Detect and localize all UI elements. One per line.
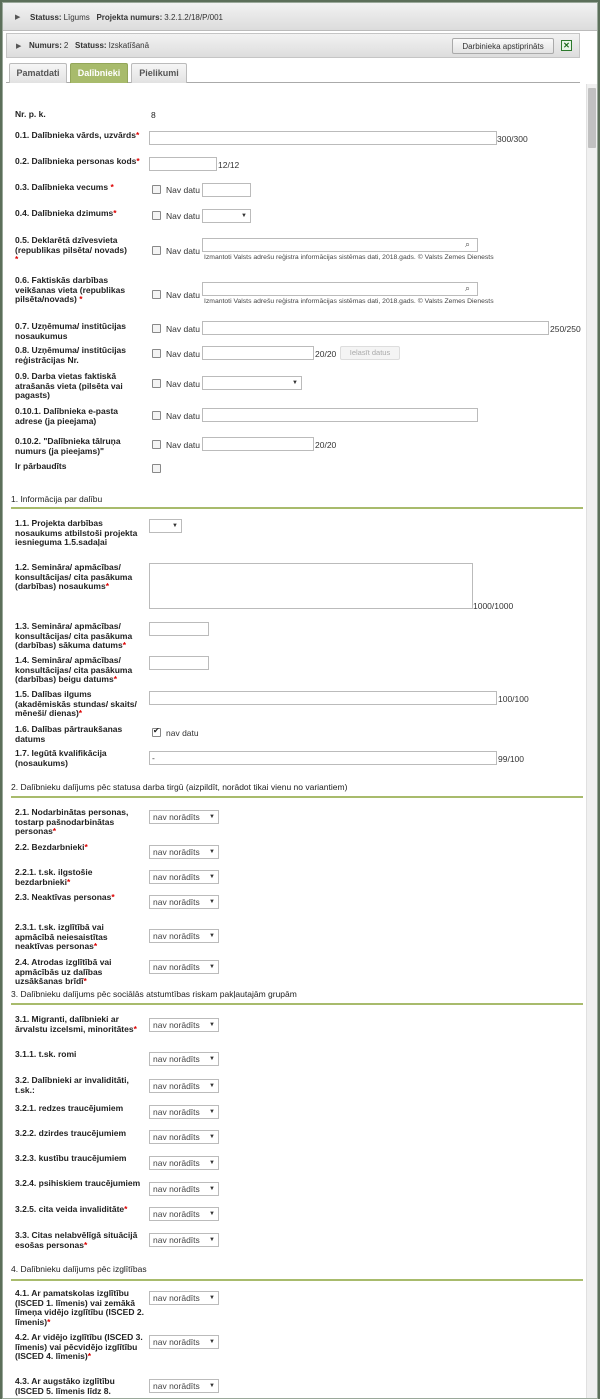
activity-place-input[interactable] <box>202 282 478 296</box>
phone-counter: 20/20 <box>315 440 337 450</box>
chevron-down-icon: ▼ <box>209 814 215 820</box>
status-row-label <box>15 1076 145 1095</box>
interruption-no-data-checkbox[interactable] <box>152 728 161 737</box>
chevron-down-icon: ▼ <box>209 1211 215 1217</box>
nr-value: 8 <box>151 110 156 120</box>
chevron-down-icon: ▼ <box>209 1295 215 1301</box>
duration-input[interactable] <box>149 691 497 705</box>
required-mark: * <box>133 1023 137 1034</box>
section-2-title: 2. Dalībnieku dalījums pēc statusa darba tirgū (aizpildīt, norādot tikai vienu no variantiem) <box>11 782 348 792</box>
status-row-label <box>15 1179 145 1189</box>
status-select[interactable] <box>149 1156 219 1170</box>
row-label-text: 3.2. Dalībnieki ar invaliditāti, t.sk.: <box>15 1075 129 1095</box>
row-label-text: 2.2. Bezdarbnieki <box>15 842 85 852</box>
participant-status: Numurs: 2 Statuss: Izskatīšanā <box>29 41 150 50</box>
checked-label: Ir pārbaudīts <box>15 461 67 471</box>
status-row-label <box>15 1231 145 1250</box>
chevron-down-icon: ▼ <box>209 899 215 905</box>
duration-counter: 100/100 <box>498 694 529 704</box>
status-select[interactable] <box>149 1379 219 1393</box>
chevron-down-icon: ▼ <box>292 380 298 386</box>
personal-code-counter: 12/12 <box>218 160 240 170</box>
seminar-name-counter: 1000/1000 <box>473 601 514 611</box>
chevron-down-icon: ▼ <box>209 964 215 970</box>
required-mark: * <box>66 876 71 887</box>
status-row-label <box>15 1289 145 1327</box>
workplace-select[interactable] <box>202 376 302 390</box>
required-mark: * <box>111 892 115 902</box>
declared-residence-label: 0.5. Deklarētā dzīvesvieta (republikas pilsēta/ novads) * <box>15 235 127 264</box>
chevron-down-icon: ▼ <box>209 1237 215 1243</box>
activity-name-label: 1.1. Projekta darbības nosaukums atbilstoši projekta iesnieguma 1.5.sadaļai <box>15 518 138 547</box>
contract-header[interactable] <box>3 3 598 31</box>
chevron-down-icon: ▼ <box>209 1109 215 1115</box>
status-row-label <box>15 1104 145 1114</box>
status-select[interactable] <box>149 1291 219 1305</box>
required-mark: * <box>93 941 98 951</box>
row-label-text: 2.3. Neaktīvas personas <box>15 892 112 902</box>
tab-bar <box>6 61 580 83</box>
section-4-title: 4. Dalībnieku dalījums pēc izglītības <box>11 1264 147 1274</box>
qualification-input[interactable]: - <box>149 751 497 765</box>
company-name-label: 0.7. Uzņēmuma/ institūcijas nosaukumus <box>15 321 127 341</box>
select-value: nav norādīts <box>153 1054 200 1064</box>
status-select[interactable] <box>149 929 219 943</box>
select-value: nav norādīts <box>153 1107 200 1117</box>
status-select[interactable] <box>149 1182 219 1196</box>
chevron-down-icon: ▼ <box>209 1186 215 1192</box>
required-mark: * <box>84 842 88 852</box>
email-no-data-checkbox[interactable] <box>152 411 161 420</box>
row-label-text: 2.2.1. t.sk. ilgstošie bezdarbnieki <box>15 867 93 887</box>
section-divider <box>11 507 583 509</box>
section-divider <box>11 796 583 798</box>
status-select[interactable] <box>149 1130 219 1144</box>
status-select[interactable] <box>149 960 219 974</box>
no-data-label: Nav datu <box>166 290 201 300</box>
search-icon[interactable]: ⌕ <box>465 239 471 249</box>
personal-code-input[interactable] <box>149 157 217 171</box>
status-row-label <box>15 1015 145 1034</box>
chevron-down-icon: ▼ <box>209 1160 215 1166</box>
tab-dalibnieki[interactable]: Dalībnieki <box>70 63 128 83</box>
required-mark: * <box>124 1204 128 1214</box>
interruption-label: 1.6. Dalības pārtraukšanas datums <box>15 724 123 744</box>
status-row-label <box>15 1129 145 1139</box>
contract-status: Statuss: Līgums Projekta numurs: 3.2.1.2/18/P/001 <box>30 13 223 22</box>
company-reg-counter: 20/20 <box>315 349 337 359</box>
select-value: nav norādīts <box>153 847 200 857</box>
checked-checkbox[interactable] <box>152 464 161 473</box>
row-label-text: 3.2.2. dzirdes traucējumiem <box>15 1128 127 1138</box>
status-select[interactable] <box>149 870 219 884</box>
no-data-label: Nav datu <box>166 211 201 221</box>
status-select[interactable] <box>149 1079 219 1093</box>
age-no-data-checkbox[interactable] <box>152 185 161 194</box>
seminar-start-input[interactable] <box>149 622 209 636</box>
section-divider <box>11 1003 583 1005</box>
seminar-end-input[interactable] <box>149 656 209 670</box>
expand-arrow-icon[interactable]: ▶ <box>15 14 21 21</box>
company-reg-input[interactable] <box>202 346 314 360</box>
company-reg-label: 0.8. Uzņēmuma/ institūcijas reģistrācijas Nr. <box>15 345 127 365</box>
address-register-note: Izmantoti Valsts adrešu reģistra informācijas sistēmas dati, 2018.gads. © Valsts Zemes Dienests <box>204 254 494 261</box>
email-input[interactable] <box>202 408 478 422</box>
load-data-button[interactable]: Ielasīt datus <box>340 346 400 360</box>
residence-no-data-checkbox[interactable] <box>152 246 161 255</box>
no-data-label: nav datu <box>166 728 199 738</box>
workplace-no-data-checkbox[interactable] <box>152 379 161 388</box>
row-label-text: 3.1.1. t.sk. romi <box>15 1049 77 1059</box>
status-select[interactable] <box>149 1207 219 1221</box>
chevron-down-icon: ▼ <box>209 933 215 939</box>
status-select[interactable] <box>149 1233 219 1247</box>
scrollbar-thumb[interactable] <box>588 88 596 148</box>
no-data-label: Nav datu <box>166 440 201 450</box>
qualification-counter: 99/100 <box>498 754 524 764</box>
status-row-label <box>15 1205 145 1215</box>
select-value: nav norādīts <box>153 1184 200 1194</box>
row-label-text: 3.2.1. redzes traucējumiem <box>15 1103 124 1113</box>
excel-icon[interactable]: ✕ <box>561 40 572 51</box>
confirm-participant-button[interactable]: Darbinieka apstiprināts <box>452 38 554 54</box>
chevron-down-icon: ▼ <box>209 874 215 880</box>
required-mark: * <box>87 1351 92 1361</box>
chevron-down-icon: ▼ <box>241 213 247 219</box>
status-select[interactable] <box>149 1335 219 1349</box>
status-select[interactable] <box>149 1018 219 1032</box>
company-name-input[interactable] <box>202 321 549 335</box>
select-value: nav norādīts <box>153 1081 200 1091</box>
gender-label: 0.4. Dalībnieka dzimums* <box>15 208 117 218</box>
name-label: 0.1. Dalībnieka vārds, uzvārds* <box>15 130 140 140</box>
company-name-no-data-checkbox[interactable] <box>152 324 161 333</box>
status-row-label <box>15 1154 145 1164</box>
select-value: nav norādīts <box>153 1209 200 1219</box>
select-value: nav norādīts <box>153 1381 200 1391</box>
personal-code-label: 0.2. Dalībnieka personas kods* <box>15 156 140 166</box>
select-value: nav norādīts <box>153 1132 200 1142</box>
phone-input[interactable] <box>202 437 314 451</box>
select-value: nav norādīts <box>153 812 200 822</box>
row-label-text: 4.2. Ar vidējo izglītību (ISCED 3. līmenis) vai pēcvidējo izglītību (ISCED 4. līmenis) <box>15 1332 143 1361</box>
chevron-down-icon: ▼ <box>209 849 215 855</box>
name-counter: 300/300 <box>497 134 528 144</box>
chevron-down-icon: ▼ <box>209 1022 215 1028</box>
select-value: nav norādīts <box>153 962 200 972</box>
status-row-label <box>15 923 145 952</box>
status-row-label <box>15 893 145 903</box>
select-value: nav norādīts <box>153 1337 200 1347</box>
row-label-text: 3.2.3. kustību traucējumiem <box>15 1153 127 1163</box>
nr-label: Nr. p. k. <box>15 109 46 119</box>
row-label-text: 3.3. Citas nelabvēlīgā situācijā esošas personas <box>15 1230 138 1250</box>
status-row-label <box>15 843 145 853</box>
duration-label: 1.5. Dalības ilgums (akadēmiskās stundas/ skaits/ mēneši/ dienas)* <box>15 689 137 718</box>
chevron-down-icon: ▼ <box>209 1134 215 1140</box>
chevron-down-icon: ▼ <box>209 1339 215 1345</box>
row-label-text: 4.1. Ar pamatskolas izglītību (ISCED 1. līmenis) vai zemākā līmeņa vidējo izglītību (ISCED 2. līmenis) <box>15 1288 144 1327</box>
age-input[interactable] <box>202 183 251 197</box>
required-mark: * <box>47 1316 51 1327</box>
row-label-text: 3.2.5. cita veida invaliditāte <box>15 1204 125 1214</box>
no-data-label: Nav datu <box>166 379 201 389</box>
row-label-text: 2.4. Atrodas izglītībā vai apmācībās uz dalības uzsākšanas brīdī <box>15 957 112 986</box>
required-mark: * <box>52 826 57 836</box>
vertical-scrollbar[interactable] <box>586 84 597 1399</box>
row-label-text: 2.3.1. t.sk. izglītībā vai apmācībā neiesaistītas neaktīvas personas <box>15 922 108 951</box>
no-data-label: Nav datu <box>166 324 201 334</box>
status-select[interactable] <box>149 1052 219 1066</box>
required-mark: * <box>83 1239 88 1250</box>
status-select[interactable] <box>149 895 219 909</box>
status-row-label <box>15 868 145 887</box>
status-select[interactable] <box>149 1105 219 1119</box>
chevron-down-icon: ▼ <box>209 1083 215 1089</box>
activity-select[interactable] <box>149 519 182 533</box>
no-data-label: Nav datu <box>166 246 201 256</box>
tab-pielikumi[interactable]: Pielikumi <box>131 63 187 83</box>
seminar-end-label: 1.4. Semināra/ apmācības/ konsultācijas/ cita pasākuma (darbības) beigu datums* <box>15 655 133 684</box>
section-1-title: 1. Informācija par dalību <box>11 494 103 504</box>
participant-header[interactable] <box>6 33 580 58</box>
row-label-text: 3.2.4. psihiskiem traucējumiem <box>15 1178 141 1188</box>
workplace-label: 0.9. Darba vietas faktiskā atrašanās vieta (pilsēta vai pagasts) <box>15 371 123 400</box>
select-value: nav norādīts <box>153 931 200 941</box>
select-value: nav norādīts <box>153 897 200 907</box>
status-row-label <box>15 1333 145 1362</box>
age-label: 0.3. Dalībnieka vecums * <box>15 182 114 192</box>
no-data-label: Nav datu <box>166 349 201 359</box>
gender-select[interactable] <box>202 209 251 223</box>
activity-place-label: 0.6. Faktiskās darbības veikšanas vieta (republikas pilsēta/novads) * <box>15 275 126 304</box>
gender-no-data-checkbox[interactable] <box>152 211 161 220</box>
select-value: nav norādīts <box>153 872 200 882</box>
main-frame <box>2 2 598 1399</box>
no-data-label: Nav datu <box>166 411 201 421</box>
status-row-label <box>15 1377 145 1396</box>
address-register-note: Izmantoti Valsts adrešu reģistra informācijas sistēmas dati, 2018.gads. © Valsts Zemes Dienests <box>204 298 494 305</box>
required-mark: * <box>83 976 87 986</box>
select-value: nav norādīts <box>153 1235 200 1245</box>
no-data-label: Nav datu <box>166 185 201 195</box>
company-reg-no-data-checkbox[interactable] <box>152 349 161 358</box>
seminar-name-textarea[interactable] <box>149 563 473 609</box>
row-label-text: 3.1. Migranti, dalībnieki ar ārvalstu izcelsmi, minoritātes <box>15 1014 134 1034</box>
status-select[interactable] <box>149 845 219 859</box>
email-label: 0.10.1. Dalībnieka e-pasta adrese (ja pieejama) <box>15 406 118 426</box>
status-row-label <box>15 958 145 987</box>
expand-arrow-icon[interactable]: ▶ <box>16 43 22 50</box>
phone-no-data-checkbox[interactable] <box>152 440 161 449</box>
seminar-name-label: 1.2. Semināra/ apmācības/ konsultācijas/ cita pasākuma (darbības) nosaukums* <box>15 562 133 591</box>
company-name-counter: 250/250 <box>550 324 581 334</box>
select-value: nav norādīts <box>153 1020 200 1030</box>
declared-residence-input[interactable] <box>202 238 478 252</box>
chevron-down-icon: ▼ <box>209 1383 215 1389</box>
row-label-text: 4.3. Ar augstāko izglītību (ISCED 5. līmenis līdz 8. <box>15 1376 115 1396</box>
status-select[interactable] <box>149 810 219 824</box>
section-3-title: 3. Dalībnieku dalījums pēc sociālās atstumtības riskam pakļautajām grupām <box>11 989 297 999</box>
seminar-start-label: 1.3. Semināra/ apmācības/ konsultācijas/ cita pasākuma (darbības) sākuma datums* <box>15 621 133 650</box>
name-input[interactable] <box>149 131 497 145</box>
chevron-down-icon: ▼ <box>209 1056 215 1062</box>
select-value: nav norādīts <box>153 1158 200 1168</box>
status-row-label <box>15 808 145 837</box>
row-label-text: 2.1. Nodarbinātas personas, tostarp pašnodarbinātas personas <box>15 807 129 836</box>
qualification-label: 1.7. Iegūtā kvalifikācija (nosaukums) <box>15 748 107 768</box>
activity-place-no-data-checkbox[interactable] <box>152 290 161 299</box>
status-row-label <box>15 1050 145 1060</box>
phone-label: 0.10.2. "Dalībnieka tālruņa numurs (ja pieejams)" <box>15 436 121 456</box>
section-divider <box>11 1279 583 1281</box>
chevron-down-icon: ▼ <box>172 523 178 529</box>
tab-pamatdati[interactable]: Pamatdati <box>9 63 67 83</box>
search-icon[interactable]: ⌕ <box>465 283 471 293</box>
select-value: nav norādīts <box>153 1293 200 1303</box>
